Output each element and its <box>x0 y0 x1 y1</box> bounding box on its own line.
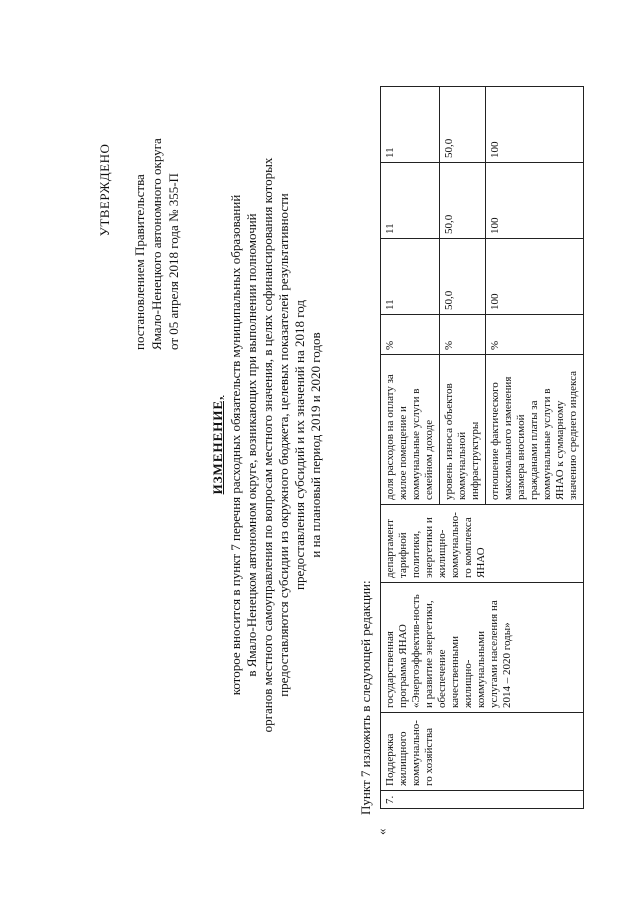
obligations-table <box>380 86 584 809</box>
document-title: ИЗМЕНЕНИЕ, <box>210 395 225 495</box>
value-2020: 100 <box>486 87 584 163</box>
intro-text: Пункт 7 изложить в следующей редакции: <box>358 580 373 815</box>
approval-line: Ямало-Ненецкого автономного округа <box>149 138 164 350</box>
value-2018: 100 <box>486 239 584 315</box>
indicator-unit: % <box>440 315 486 355</box>
heading-line: и на плановый период 2019 и 2020 годов <box>308 332 323 558</box>
indicator-name: доля расходов на оплату за жилое помещение и коммунальные услуги в семейном доходе <box>381 355 440 505</box>
approval-line: постановлением Правительства <box>132 174 147 350</box>
indicator-unit: % <box>381 315 440 355</box>
document-heading <box>210 135 324 755</box>
indicator-name: уровень износа объектов коммунальной инфраструктуры <box>440 355 486 505</box>
value-2020: 11 <box>381 87 440 163</box>
heading-line: предоставляются субсидии из окружного бюджета, целевых показателей результативности <box>276 193 291 697</box>
heading-line: которое вносится в пункт 7 перечня расходных обязательств муниципальных образований <box>228 194 243 696</box>
responsible-department: департамент тарифной политики, энергетики и жилищно-коммунально-го комплекса ЯНАО <box>381 505 584 583</box>
table-row <box>381 87 440 809</box>
value-2018: 11 <box>381 239 440 315</box>
indicator-name: отношение фактического максимального изменения размера вносимой гражданами платы за коммунальные услуги в ЯНАО к суммарному значению среднего индекса <box>486 355 584 505</box>
heading-line: органов местного самоуправления по вопросам местного значения, в целях софинансирования которых <box>260 157 275 733</box>
obligation-name: Поддержка жилищного коммунально-го хозяйства <box>381 713 584 791</box>
item-number: 7. <box>381 791 584 809</box>
approval-line: от 05 апреля 2018 года № 355-П <box>166 173 181 350</box>
approval-block <box>96 30 182 350</box>
heading-line: предоставления субсидий и их значений на 2018 год <box>292 300 307 590</box>
value-2019: 50,0 <box>440 163 486 239</box>
opening-quote: « <box>374 828 389 835</box>
approval-title: УТВЕРЖДЕНО <box>97 143 112 237</box>
indicator-unit: % <box>486 315 584 355</box>
value-2019: 11 <box>381 163 440 239</box>
state-program: государственная программа ЯНАО «Энергоэффектив-ность и развитие энергетики, обеспечение качественными жилищно-коммунальными услугами населения на 2014 – 2020 годы» <box>381 583 584 713</box>
value-2019: 100 <box>486 163 584 239</box>
value-2020: 50,0 <box>440 87 486 163</box>
heading-line: в Ямало-Ненецком автономном округе, возникающих при выполнении полномочий <box>244 213 259 677</box>
value-2018: 50,0 <box>440 239 486 315</box>
